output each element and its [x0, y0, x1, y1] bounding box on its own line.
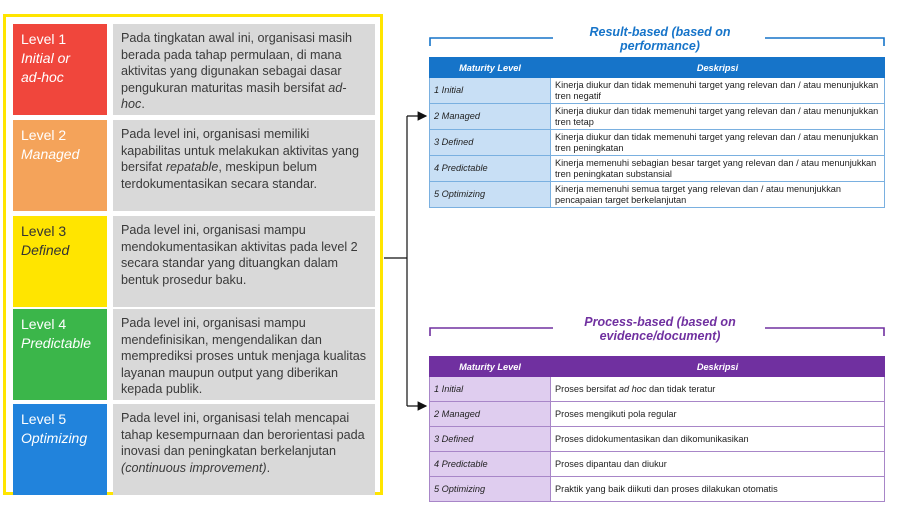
level-cell: 3 Defined	[430, 427, 551, 452]
title-line: Result-based (based on	[589, 25, 731, 39]
level-3-description	[113, 216, 375, 307]
desc-italic: ad hoc	[618, 383, 647, 394]
desc-text: Pada tingkatan awal ini, organisasi masih berada pada tahap permulaan, di mana aktivitas yang digunakan sebagai dasar pengukuran maturitas masih bersifat	[121, 31, 353, 95]
level-cell: 5 Optimizing	[430, 477, 551, 502]
table-row	[430, 182, 885, 208]
table-row	[430, 130, 885, 156]
header-deskripsi: Deskripsi	[551, 357, 885, 377]
desc-text: Pada level ini, organisasi mampu mendefinisikan, mengendalikan dan memprediksi proses untuk menjaga kualitas layanan maupun output yang diberikan kepada publik.	[121, 316, 366, 396]
level-number: Level 5	[21, 411, 67, 427]
level-cell: 1 Initial	[430, 377, 551, 402]
result-based-title	[555, 25, 765, 53]
level-5-row	[13, 404, 375, 495]
table-header-row	[430, 58, 885, 78]
desc-italic: ad-hoc	[121, 80, 347, 111]
level-name: Predictable	[21, 335, 92, 351]
level-1-description	[113, 24, 375, 115]
description-cell: Kinerja diukur dan tidak memenuhi target yang relevan dan / atau menunjukkan tren peningkatan	[551, 130, 885, 156]
level-1-label	[13, 24, 107, 115]
title-line: Process-based (based on	[584, 315, 736, 329]
table-row	[430, 452, 885, 477]
level-cell: 4 Predictable	[430, 156, 551, 182]
level-2-label	[13, 120, 107, 211]
description-cell: Kinerja diukur dan tidak memenuhi target yang relevan dan / atau menunjukkan tren negatif	[551, 78, 885, 104]
description-cell: Praktik yang baik diikuti dan proses dilakukan otomatis	[551, 477, 885, 502]
description-cell: Kinerja diukur dan tidak memenuhi target yang relevan dan / atau menunjukkan tren tetap	[551, 104, 885, 130]
title-line: performance)	[620, 39, 700, 53]
level-2-description	[113, 120, 375, 211]
desc-text: Pada level ini, organisasi mampu mendokumentasikan aktivitas pada level 2 secara standar yang dituangkan dalam bentuk prosedur baku.	[121, 223, 358, 287]
process-based-title	[555, 315, 765, 343]
description-cell: Proses didokumentasikan dan dikomunikasikan	[551, 427, 885, 452]
table-row	[430, 156, 885, 182]
table-row	[430, 427, 885, 452]
table-row	[430, 477, 885, 502]
title-line: evidence/document)	[599, 329, 721, 343]
level-number: Level 4	[21, 316, 67, 332]
maturity-levels-panel	[3, 14, 383, 495]
header-maturity-level: Maturity Level	[430, 357, 551, 377]
desc-end: , meskipun belum terdokumentasikan secara standar.	[121, 160, 318, 191]
header-deskripsi: Deskripsi	[551, 58, 885, 78]
desc-text: Pada level ini, organisasi telah mencapai tahap kesempurnaan dan berorientasi pada inovasi dan peningkatan berkelanjutan	[121, 411, 365, 458]
level-number: Level 1	[21, 31, 67, 47]
level-name: Optimizing	[21, 430, 88, 446]
level-cell: 3 Defined	[430, 130, 551, 156]
level-cell: 1 Initial	[430, 78, 551, 104]
process-based-table	[429, 356, 885, 502]
level-name: Initial or	[21, 50, 71, 66]
level-3-label	[13, 216, 107, 307]
desc-end: dan tidak teratur	[646, 383, 716, 394]
level-5-description	[113, 404, 375, 495]
level-cell: 4 Predictable	[430, 452, 551, 477]
level-cell: 2 Managed	[430, 104, 551, 130]
branch-connector	[384, 116, 426, 406]
level-4-description	[113, 309, 375, 400]
level-2-row	[13, 120, 375, 211]
table-row	[430, 78, 885, 104]
level-name: Managed	[21, 146, 80, 162]
level-4-label	[13, 309, 107, 400]
table-header-row	[430, 357, 885, 377]
level-cell: 5 Optimizing	[430, 182, 551, 208]
description-cell	[551, 377, 885, 402]
desc-end: .	[266, 460, 271, 475]
level-4-row	[13, 309, 375, 400]
level-cell: 2 Managed	[430, 402, 551, 427]
desc-end: .	[141, 97, 145, 111]
header-maturity-level: Maturity Level	[430, 58, 551, 78]
table-row	[430, 402, 885, 427]
level-number: Level 3	[21, 223, 67, 239]
result-based-table	[429, 57, 885, 208]
level-name-cont: ad-hoc	[21, 69, 64, 85]
description-cell: Kinerja memenuhi sebagian besar target yang relevan dan / atau menunjukkan tren peningkatan substansial	[551, 156, 885, 182]
desc-italic: repatable	[165, 160, 219, 174]
level-1-row	[13, 24, 375, 115]
table-row	[430, 377, 885, 402]
table-row	[430, 104, 885, 130]
level-3-row	[13, 216, 375, 307]
level-5-label	[13, 404, 107, 495]
level-number: Level 2	[21, 127, 67, 143]
desc-text: Proses bersifat	[555, 383, 619, 394]
description-cell: Proses dipantau dan diukur	[551, 452, 885, 477]
desc-text: Pada level ini, organisasi memiliki kapabilitas untuk melakukan aktivitas yang bersifat	[121, 127, 360, 174]
desc-italic: (continuous improvement)	[121, 460, 267, 475]
description-cell: Proses mengikuti pola regular	[551, 402, 885, 427]
description-cell: Kinerja memenuhi semua target yang relevan dan / atau menunjukkan pencapaian target berkelanjutan	[551, 182, 885, 208]
level-name: Defined	[21, 242, 70, 258]
